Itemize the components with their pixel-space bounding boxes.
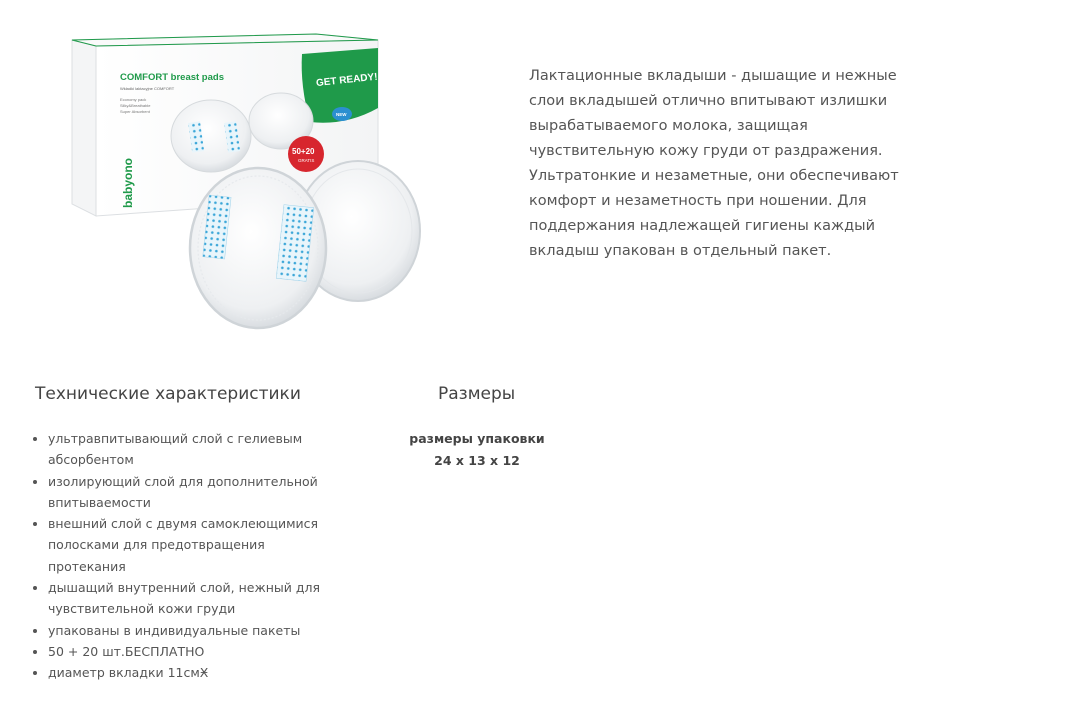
box-side [72, 40, 96, 216]
product-image [66, 26, 446, 356]
box-feature-2: Silky&Breathable [120, 103, 151, 108]
list-item: • диаметр вкладки 11смӾ [48, 662, 328, 683]
box-title: COMFORT breast pads [120, 72, 224, 83]
promo-amount: 50+20 [292, 147, 315, 156]
list-item: • упакованы в индивидуальные пакеты [48, 620, 328, 641]
list-item: • дышащий внутренний слой, нежный для чувствительной кожи груди [48, 577, 328, 620]
list-item: • ультравпитывающий слой с гелиевым абсорбентом [48, 428, 328, 471]
list-item: • 50 + 20 шт.БЕСПЛАТНО [48, 641, 328, 662]
size-label: размеры упаковки [409, 431, 545, 446]
list-item: • внешний слой с двумя самоклеющимися полосками для предотвращения протекания [48, 513, 328, 577]
sizes-heading: Размеры [438, 384, 516, 404]
box-feature-1: Economy pack [120, 97, 147, 102]
get-ready-text: GET READY! [315, 71, 379, 90]
tech-specs-list [30, 428, 328, 684]
size-value: 24 x 13 x 12 [434, 453, 520, 468]
box-pad-illustration [171, 100, 251, 172]
tech-specs-heading: Технические характеристики [35, 384, 301, 404]
brand-logo: babyono [121, 158, 135, 208]
new-text: NEW [336, 112, 347, 117]
promo-gratis: GRATIS [298, 158, 315, 163]
product-description: Лактационные вкладыши - дышащие и нежные слои вкладышей отлично впитывают излишки вырабатываемого молока, защищая чувствительную кожу груди от раздражения. Ультратонкие и незаметные, они обеспечивают комфорт и незаметность при ношении. Для поддержания надлежащей гигиены каждый вкладыш упакован в отдельный пакет. [529, 68, 899, 259]
box-subtitle: Wkładki laktacyjne COMFORT [120, 86, 175, 91]
list-item: • изолирующий слой для дополнительной впитываемости [48, 471, 328, 514]
size-block [400, 428, 554, 472]
box-feature-3: Super Absorbent [120, 109, 150, 114]
